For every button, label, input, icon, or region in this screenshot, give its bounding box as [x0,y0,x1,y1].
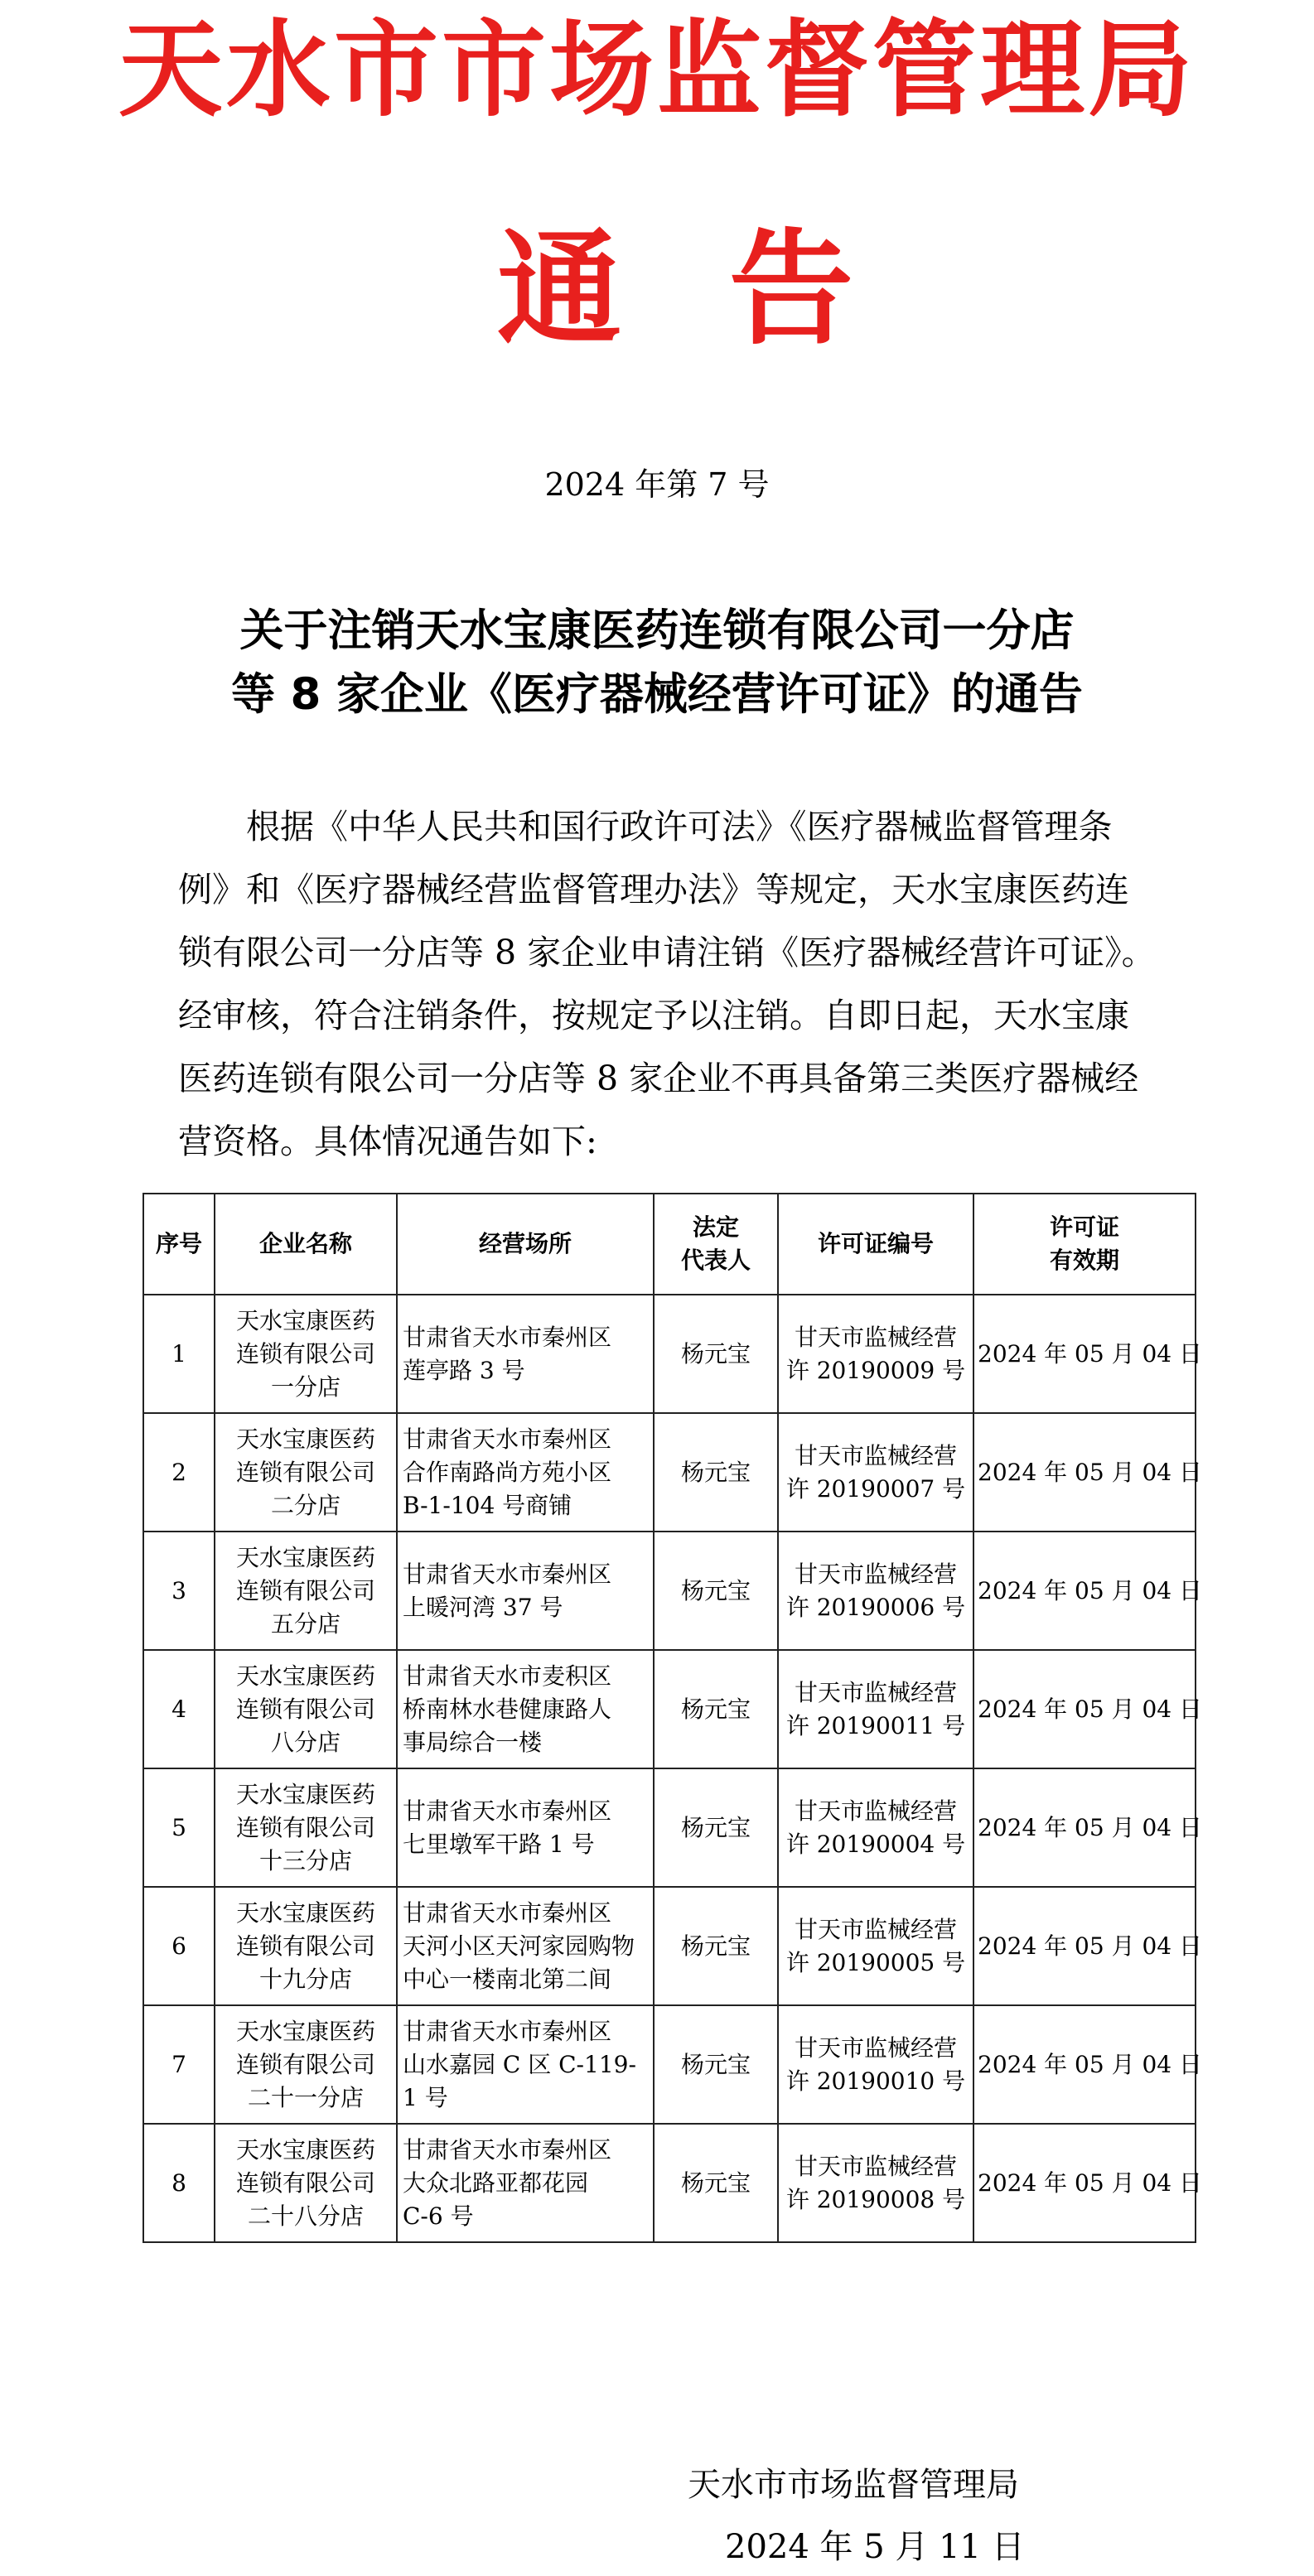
cell-name [215,1532,397,1650]
cell-address-line: 大众北路亚都花园 [403,2168,589,2197]
cell-license-line: 许 20190005 号 [785,1948,966,1976]
table-row [143,1768,1196,1887]
cell-name-line: 十三分店 [258,1846,352,1874]
signature-date: 2024 年 5 月 11 日 [725,2528,1025,2566]
cell-license-line: 许 20190010 号 [785,2067,966,2095]
cell-name [215,2124,397,2242]
cell-address [397,2124,654,2242]
cell-validity: 2024 年 05 月 04 日 [973,1768,1196,1887]
cell-no: 7 [143,2005,215,2124]
body-line: 例》和《医疗器械经营监督管理办法》等规定，天水宝康医药连 [178,870,1129,909]
cell-representative: 杨元宝 [654,2124,778,2242]
cell-license-line: 甘天市监械经营 [794,1323,957,1351]
cell-name-line: 天水宝康医药 [235,1662,375,1690]
table-header-row [143,1194,1196,1295]
cell-address-line: 事局综合一楼 [403,1728,543,1756]
cell-name-line: 连锁有限公司 [235,1932,375,1960]
cell-address [397,1768,654,1887]
header-valid-line: 许可证 [1049,1213,1119,1241]
cell-address-line: 山水嘉园 C 区 C-119-1 号 [403,2050,636,2111]
title-line-1: 关于注销天水宝康医药连锁有限公司一分店 [239,605,1075,656]
cell-representative: 杨元宝 [654,1768,778,1887]
cell-license [778,1532,973,1650]
cell-address-line: 甘肃省天水市秦州区 [403,1560,612,1588]
cell-address-line: 甘肃省天水市麦积区 [403,1662,612,1690]
table-row [143,1532,1196,1650]
header-address: 经营场所 [397,1194,654,1295]
cell-license-line: 甘天市监械经营 [794,2152,957,2180]
cell-no: 8 [143,2124,215,2242]
cell-license-line: 许 20190009 号 [785,1356,966,1384]
cell-license [778,1295,973,1413]
notice-char-2: 告 [728,218,853,362]
license-table [143,1193,1203,2243]
cell-representative: 杨元宝 [654,1887,778,2005]
cell-license-line: 甘天市监械经营 [794,1797,957,1825]
cell-representative: 杨元宝 [654,1532,778,1650]
cell-address [397,1532,654,1650]
cell-validity: 2024 年 05 月 04 日 [973,2124,1196,2242]
table-row [143,1887,1196,2005]
cell-name [215,1295,397,1413]
body-line: 医药连锁有限公司一分店等 8 家企业不再具备第三类医疗器械经 [178,1059,1139,1098]
cell-license-line: 许 20190004 号 [785,1830,966,1858]
cell-name-line: 天水宝康医药 [235,1780,375,1808]
agency-header: 天水市市场监督管理局 [118,9,1196,131]
cell-address [397,1887,654,2005]
cell-address-line: C-6 号 [403,2202,474,2230]
cell-representative: 杨元宝 [654,1413,778,1532]
body-line: 锁有限公司一分店等 8 家企业申请注销《医疗器械经营许可证》。 [178,933,1156,972]
cell-address [397,1295,654,1413]
cell-address-line: 桥南林水巷健康路人 [403,1695,612,1723]
cell-license [778,1887,973,2005]
cell-name [215,1887,397,2005]
cell-validity: 2024 年 05 月 04 日 [973,1887,1196,2005]
title-line-2: 等 8 家企业《医疗器械经营许可证》的通告 [231,669,1083,720]
cell-validity: 2024 年 05 月 04 日 [973,1295,1196,1413]
notice-heading [497,219,853,360]
cell-name-line: 二十八分店 [247,2202,364,2230]
cell-no: 1 [143,1295,215,1413]
cell-license-line: 许 20190006 号 [785,1593,966,1621]
cell-validity: 2024 年 05 月 04 日 [973,1650,1196,1768]
cell-representative: 杨元宝 [654,2005,778,2124]
cell-name-line: 连锁有限公司 [235,1695,375,1723]
cell-address-line: 上暖河湾 37 号 [403,1593,563,1621]
header-representative [654,1194,778,1295]
cell-license-line: 许 20190008 号 [785,2185,966,2213]
cell-name [215,1768,397,1887]
cell-representative: 杨元宝 [654,1295,778,1413]
cell-name [215,1413,397,1532]
cell-name-line: 十九分店 [258,1965,352,1993]
cell-name-line: 连锁有限公司 [235,1576,375,1604]
cell-license-line: 甘天市监械经营 [794,1915,957,1943]
table-row [143,2005,1196,2124]
cell-name [215,2005,397,2124]
cell-name-line: 二分店 [270,1491,341,1519]
cell-address-line: 甘肃省天水市秦州区 [403,1797,612,1825]
table-row [143,1650,1196,1768]
cell-license-line: 甘天市监械经营 [794,1560,957,1588]
cell-name-line: 八分店 [270,1728,341,1756]
cell-address-line: 甘肃省天水市秦州区 [403,2135,612,2164]
body-paragraph [178,795,1164,1173]
body-line: 经审核，符合注销条件，按规定予以注销。自即日起，天水宝康 [178,996,1129,1035]
signature-org: 天水市市场监督管理局 [688,2466,1019,2504]
cell-address-line: 合作南路尚方苑小区 [403,1458,612,1486]
cell-address-line: B-1-104 号商铺 [403,1491,572,1519]
header-rep-line: 法定 [692,1213,739,1241]
cell-validity: 2024 年 05 月 04 日 [973,1413,1196,1532]
body-line: 营资格。具体情况通告如下: [178,1122,597,1161]
cell-name-line: 天水宝康医药 [235,2017,375,2045]
cell-address [397,2005,654,2124]
table-row [143,2124,1196,2242]
cell-validity: 2024 年 05 月 04 日 [973,2005,1196,2124]
header-name: 企业名称 [215,1194,397,1295]
cell-license-line: 许 20190011 号 [785,1711,966,1739]
header-license: 许可证编号 [778,1194,973,1295]
cell-address-line: 甘肃省天水市秦州区 [403,1323,612,1351]
cell-validity: 2024 年 05 月 04 日 [973,1532,1196,1650]
cell-no: 2 [143,1413,215,1532]
cell-license-line: 甘天市监械经营 [794,1441,957,1469]
cell-name-line: 天水宝康医药 [235,1898,375,1927]
cell-address-line: 甘肃省天水市秦州区 [403,1425,612,1453]
cell-no: 5 [143,1768,215,1887]
cell-name-line: 连锁有限公司 [235,2168,375,2197]
cell-name-line: 连锁有限公司 [235,1458,375,1486]
cell-address [397,1650,654,1768]
cell-name-line: 连锁有限公司 [235,1813,375,1841]
cell-no: 6 [143,1887,215,2005]
cell-license-line: 甘天市监械经营 [794,2033,957,2062]
cell-license-line: 许 20190007 号 [785,1474,966,1503]
cell-address-line: 七里墩军干路 1 号 [403,1830,595,1858]
cell-name-line: 一分店 [270,1372,341,1401]
cell-address-line: 中心一楼南北第二间 [403,1965,612,1993]
cell-name [215,1650,397,1768]
cell-license [778,2005,973,2124]
cell-address-line: 甘肃省天水市秦州区 [403,1898,612,1927]
notice-char-1: 通 [497,218,622,362]
cell-license [778,1650,973,1768]
cell-address [397,1413,654,1532]
cell-name-line: 天水宝康医药 [235,1425,375,1453]
cell-no: 4 [143,1650,215,1768]
cell-license [778,1768,973,1887]
cell-name-line: 天水宝康医药 [235,2135,375,2164]
cell-address-line: 天河小区天河家园购物 [403,1932,635,1960]
cell-license [778,1413,973,1532]
cell-address-line: 甘肃省天水市秦州区 [403,2017,612,2045]
header-valid-line: 有效期 [1049,1247,1119,1274]
cell-name-line: 五分店 [270,1609,341,1638]
cell-address-line: 莲亭路 3 号 [403,1356,525,1384]
cell-name-line: 二十一分店 [247,2083,364,2111]
document-number: 2024 年第 7 号 [544,466,770,503]
cell-name-line: 天水宝康医药 [235,1543,375,1571]
cell-name-line: 连锁有限公司 [235,1339,375,1368]
table-row [143,1413,1196,1532]
cell-representative: 杨元宝 [654,1650,778,1768]
header-validity [973,1194,1196,1295]
table-body [143,1295,1203,2242]
header-no: 序号 [143,1194,215,1295]
cell-name-line: 天水宝康医药 [235,1306,375,1334]
cell-no: 3 [143,1532,215,1650]
header-rep-line: 代表人 [680,1247,751,1274]
cell-license-line: 甘天市监械经营 [794,1678,957,1706]
body-line: 根据《中华人民共和国行政许可法》《医疗器械监督管理条 [246,807,1113,847]
cell-name-line: 连锁有限公司 [235,2050,375,2078]
table-row [143,1295,1196,1413]
cell-license [778,2124,973,2242]
